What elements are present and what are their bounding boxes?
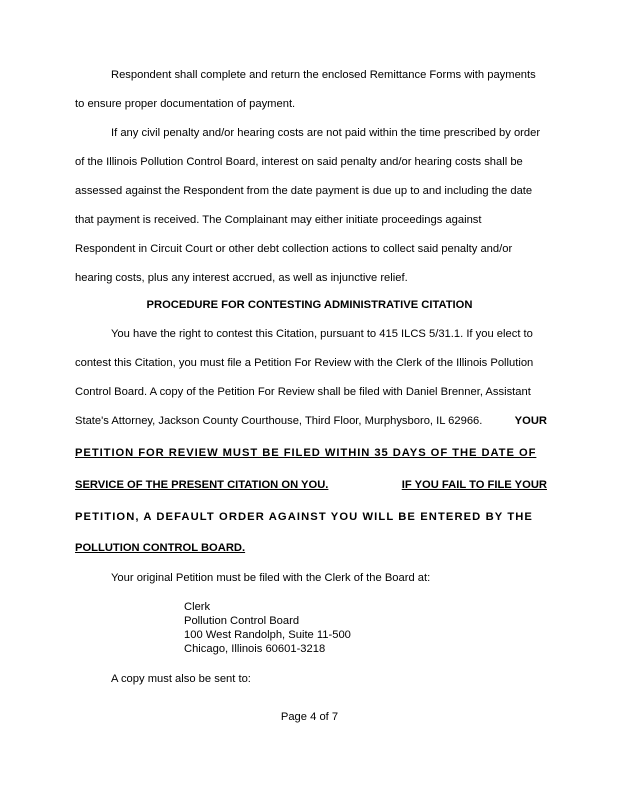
remit-line-1: Respondent shall complete and return the enclosed Remittance Forms with payments: [111, 69, 536, 81]
procedure-line-5: PETITION FOR REVIEW MUST BE FILED WITHIN 35 DAYS OF THE DATE OF: [75, 447, 537, 459]
penalty-line-5: Respondent in Circuit Court or other debt collection actions to collect said penalty and/or: [75, 243, 513, 255]
original-petition-intro: Your original Petition must be filed with the Clerk of the Board at:: [111, 572, 431, 584]
procedure-line-6: [75, 478, 547, 492]
address-line-2: Pollution Control Board: [184, 615, 300, 627]
remit-line-2: to ensure proper documentation of payment.: [75, 98, 296, 110]
procedure-line-6-b: IF YOU FAIL TO FILE YOUR: [401, 479, 547, 491]
page-number: Page 4 of 7: [280, 711, 339, 723]
procedure-line-4-bold: YOUR: [514, 415, 547, 427]
address-line-3: 100 West Randolph, Suite 11-500: [184, 629, 351, 641]
procedure-line-7: PETITION, A DEFAULT ORDER AGAINST YOU WILL BE ENTERED BY THE: [75, 511, 533, 523]
penalty-line-4: that payment is received. The Complainant may either initiate proceedings against: [75, 214, 482, 226]
procedure-line-3: Control Board. A copy of the Petition For Review shall be filed with Daniel Brenner, Assistant: [75, 386, 531, 398]
penalty-line-2: of the Illinois Pollution Control Board, interest on said penalty and/or hearing costs shall be: [75, 156, 523, 168]
penalty-line-3: assessed against the Respondent from the date payment is due up to and including the date: [75, 185, 533, 197]
procedure-line-2: contest this Citation, you must file a Petition For Review with the Clerk of the Illinois Pollution: [75, 357, 534, 369]
penalty-line-1: If any civil penalty and/or hearing costs are not paid within the time prescribed by order: [111, 127, 541, 139]
procedure-line-8: POLLUTION CONTROL BOARD.: [75, 542, 246, 554]
penalty-line-6: hearing costs, plus any interest accrued, as well as injunctive relief.: [75, 272, 408, 284]
procedure-line-1: You have the right to contest this Citation, pursuant to 415 ILCS 5/31.1. If you elect to: [111, 328, 533, 340]
procedure-line-4: [75, 414, 547, 428]
section-heading: PROCEDURE FOR CONTESTING ADMINISTRATIVE CITATION: [146, 299, 473, 311]
address-line-4: Chicago, Illinois 60601-3218: [184, 643, 326, 655]
address-line-1: Clerk: [184, 601, 211, 613]
procedure-line-4-text: State's Attorney, Jackson County Courthouse, Third Floor, Murphysboro, IL 62966.: [75, 415, 483, 427]
copy-note: A copy must also be sent to:: [111, 673, 251, 685]
procedure-line-6-a: SERVICE OF THE PRESENT CITATION ON YOU.: [75, 479, 329, 491]
